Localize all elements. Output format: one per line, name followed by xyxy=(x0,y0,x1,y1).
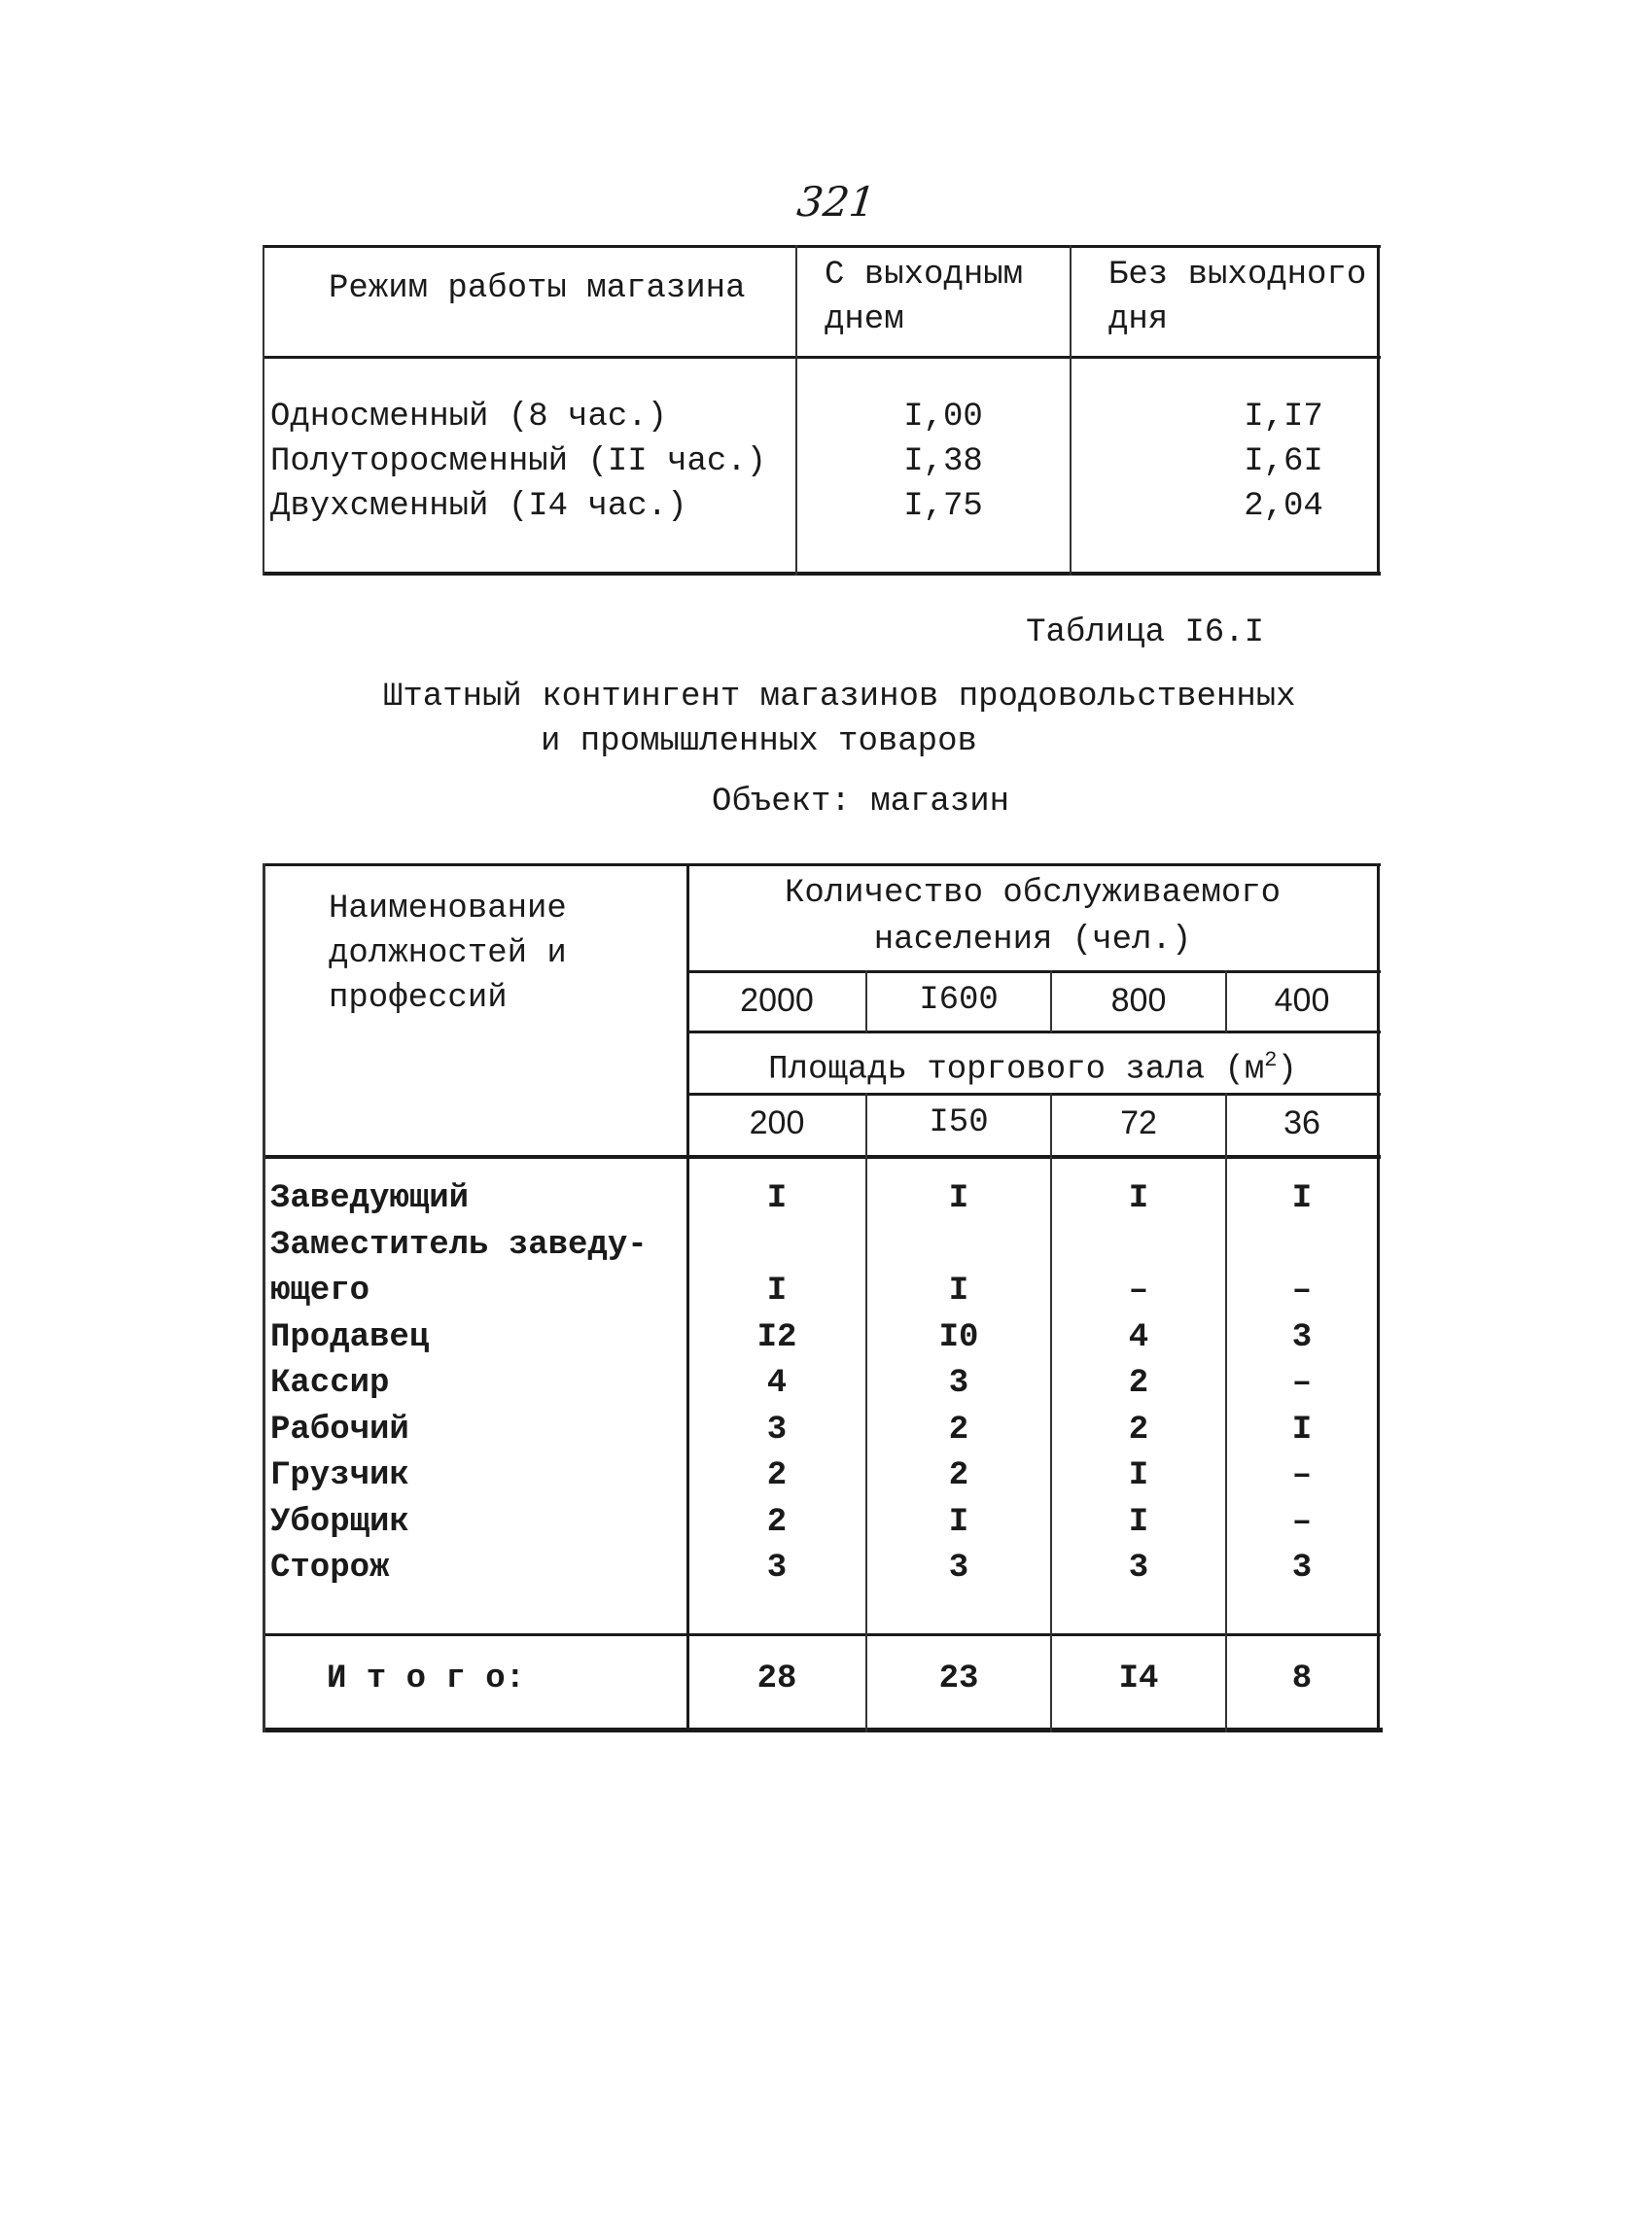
population-value: 2000 xyxy=(740,982,814,1019)
staff-count: I xyxy=(1291,1411,1313,1449)
header-with-day-off: днем xyxy=(825,301,904,338)
staff-count: 3 xyxy=(766,1411,788,1449)
value-without-day-off: 2,04 xyxy=(1244,488,1323,525)
table-number: Таблица I6.I xyxy=(1026,614,1264,651)
row-label: Кассир xyxy=(270,1365,390,1402)
header-mode: Режим работы магазина xyxy=(329,270,746,307)
row-label: Рабочий xyxy=(270,1411,409,1449)
area-value: 200 xyxy=(749,1104,805,1141)
total-value: 23 xyxy=(938,1661,979,1697)
header-position: Наименование xyxy=(329,891,567,927)
value-with-day-off: I,00 xyxy=(903,399,983,436)
row-label: Продавец xyxy=(270,1318,430,1356)
header-divider xyxy=(688,970,1381,973)
population-value: 800 xyxy=(1110,982,1167,1019)
staff-count: – xyxy=(1291,1365,1313,1402)
staff-count: I xyxy=(766,1180,788,1217)
table-border-right xyxy=(1377,863,1380,1732)
table-title: и промышленных товаров xyxy=(541,723,977,760)
staff-count: I xyxy=(766,1273,788,1310)
total-label: И т о г о: xyxy=(327,1661,526,1697)
staff-count: 2 xyxy=(766,1457,788,1494)
value-with-day-off: I,38 xyxy=(903,443,983,480)
page-number: 321 xyxy=(794,178,878,226)
table-border-bottom xyxy=(263,572,1381,576)
population-value: I600 xyxy=(919,982,999,1019)
header-with-day-off: С выходным xyxy=(825,257,1024,294)
staff-count: 4 xyxy=(766,1365,788,1402)
area-value: I50 xyxy=(929,1104,989,1141)
staff-count: 3 xyxy=(948,1365,969,1402)
value-with-day-off: I,75 xyxy=(903,488,983,525)
value-without-day-off: I,I7 xyxy=(1244,399,1323,436)
staff-count: I xyxy=(1128,1180,1149,1217)
row-label: Односменный (8 час.) xyxy=(270,399,668,436)
header-area-label: Площадь торгового зала (м xyxy=(768,1051,1265,1089)
staff-count: 3 xyxy=(948,1550,969,1587)
table-border-bottom xyxy=(263,1728,1383,1732)
staff-count: I xyxy=(1128,1457,1149,1494)
total-value: 28 xyxy=(756,1661,797,1697)
staff-count: 2 xyxy=(948,1457,969,1494)
staff-count: – xyxy=(1291,1273,1313,1310)
row-label: ющего xyxy=(270,1273,370,1310)
header-area-close: ) xyxy=(1277,1051,1297,1089)
population-value: 400 xyxy=(1274,982,1330,1019)
header-population: населения (чел.) xyxy=(873,922,1192,959)
header-position: профессий xyxy=(329,980,508,1017)
row-label: Сторож xyxy=(270,1550,390,1587)
row-label: Заместитель заведу- xyxy=(270,1226,648,1264)
staff-count: I xyxy=(948,1273,969,1310)
total-value: I4 xyxy=(1118,1661,1159,1697)
object-label: Объект: магазин xyxy=(712,784,1010,821)
staff-count: – xyxy=(1128,1273,1149,1310)
header-divider xyxy=(263,356,1381,359)
header-divider xyxy=(688,1093,1381,1096)
header-without-day-off: Без выходного xyxy=(1108,257,1367,294)
table-border-right xyxy=(1377,245,1380,576)
header-population: Количество обслуживаемого xyxy=(784,875,1282,912)
staff-count: 2 xyxy=(1128,1411,1149,1449)
staff-count: 2 xyxy=(948,1411,969,1449)
value-without-day-off: I,6I xyxy=(1244,443,1323,480)
staff-count: 4 xyxy=(1128,1318,1149,1356)
table-border-left xyxy=(263,245,264,576)
total-value: 8 xyxy=(1291,1661,1313,1697)
area-value: 36 xyxy=(1283,1104,1320,1141)
staff-count: I xyxy=(948,1180,969,1217)
staff-count: 2 xyxy=(766,1503,788,1541)
staffing-table xyxy=(263,863,1381,1733)
header-position: должностей и xyxy=(329,935,567,972)
column-divider xyxy=(795,245,797,576)
staff-count: 3 xyxy=(766,1550,788,1587)
staff-count: 3 xyxy=(1291,1318,1313,1356)
staff-count: I xyxy=(1128,1503,1149,1541)
header-bottom-divider xyxy=(263,1155,1381,1159)
table-border-top xyxy=(263,863,1381,866)
total-divider xyxy=(263,1633,1381,1636)
staff-count: – xyxy=(1291,1503,1313,1541)
row-label: Полуторосменный (II час.) xyxy=(270,443,767,480)
staff-count: I2 xyxy=(756,1318,797,1356)
staff-count: 3 xyxy=(1291,1550,1313,1587)
area-value: 72 xyxy=(1120,1104,1157,1141)
staff-count: I0 xyxy=(938,1318,979,1356)
row-label: Двухсменный (I4 час.) xyxy=(270,488,687,525)
row-label: Грузчик xyxy=(270,1457,409,1494)
table-title: Штатный контингент магазинов продовольственных xyxy=(383,679,1296,716)
table-border-top xyxy=(263,245,1381,248)
header-divider xyxy=(688,1031,1381,1033)
table-border-left xyxy=(263,863,265,1732)
column-divider xyxy=(1070,245,1072,576)
staff-count: I xyxy=(948,1503,969,1541)
header-without-day-off: дня xyxy=(1108,301,1169,338)
shift-coefficient-table xyxy=(263,245,1381,576)
staff-count: 2 xyxy=(1128,1365,1149,1402)
staff-count: – xyxy=(1291,1457,1313,1494)
row-label: Заведующий xyxy=(270,1180,470,1217)
staff-count: 3 xyxy=(1128,1550,1149,1587)
header-area xyxy=(688,1038,1377,1092)
staff-count: I xyxy=(1291,1180,1313,1217)
row-label: Уборщик xyxy=(270,1503,409,1541)
header-area-unit-power: 2 xyxy=(1264,1048,1278,1072)
